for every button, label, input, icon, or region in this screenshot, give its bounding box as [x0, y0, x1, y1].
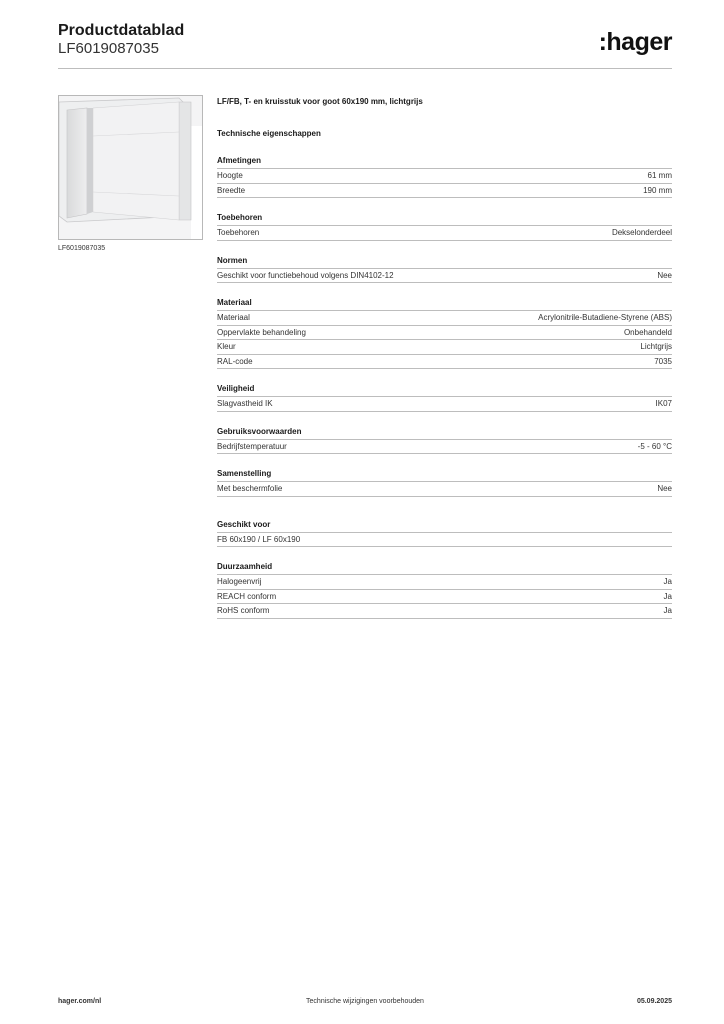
header-divider	[58, 68, 672, 69]
spec-row	[217, 169, 672, 184]
section-heading: Duurzaamheid	[217, 561, 672, 575]
spec-label: Kleur	[217, 342, 236, 351]
footer-website-link[interactable]: hager.com/nl	[58, 998, 102, 1005]
section-heading: Veiligheid	[217, 383, 672, 397]
spec-label: Toebehoren	[217, 228, 260, 237]
section-heading: Normen	[217, 255, 672, 269]
spec-value: 190 mm	[643, 185, 672, 195]
spec-section	[217, 519, 672, 548]
product-illustration	[59, 96, 202, 239]
spec-value: Nee	[657, 484, 672, 493]
spec-row	[217, 326, 672, 341]
spec-row	[217, 440, 672, 455]
spec-value: Ja	[663, 591, 672, 601]
spec-value: Dekselonderdeel	[611, 228, 672, 237]
spec-section	[217, 297, 672, 369]
spec-label: Halogeenvrij	[217, 577, 262, 586]
spec-row	[217, 397, 672, 412]
spec-label: Breedte	[217, 185, 246, 195]
footer-date: 05.09.2025	[636, 998, 672, 1005]
page-title: Productdatablad	[58, 22, 185, 39]
spec-row	[217, 604, 672, 619]
spec-section	[217, 155, 672, 198]
spec-row	[217, 311, 672, 326]
spec-label: Oppervlakte behandeling	[217, 327, 306, 337]
spec-label: Hoogte	[217, 171, 243, 180]
hager-logo: :hager	[598, 28, 672, 56]
spec-row	[217, 184, 672, 199]
section-heading: Materiaal	[217, 297, 672, 311]
spec-value: Nee	[657, 270, 672, 280]
spec-value: Ja	[663, 606, 672, 615]
spec-row	[217, 340, 672, 355]
section-heading: Samenstelling	[217, 468, 672, 482]
spec-label: Geschikt voor functiebehoud volgens DIN4102-12	[217, 270, 394, 280]
spec-value: Onbehandeld	[623, 327, 672, 337]
image-caption: LF6019087035	[58, 245, 106, 252]
spec-label: RoHS conform	[217, 606, 270, 615]
spec-section	[217, 383, 672, 412]
spec-label: REACH conform	[217, 591, 277, 601]
section-heading: Gebruiksvoorwaarden	[217, 426, 672, 440]
footer-disclaimer: Technische wijzigingen voorbehouden	[306, 998, 424, 1005]
spec-label: Met beschermfolie	[217, 484, 283, 493]
product-code: LF6019087035	[58, 40, 159, 57]
spec-section	[217, 561, 672, 619]
spec-row	[217, 226, 672, 241]
spec-value: Lichtgrijs	[640, 342, 672, 351]
spec-row	[217, 533, 672, 548]
spec-value: 61 mm	[647, 171, 672, 180]
spec-value: 7035	[654, 356, 672, 366]
spec-section	[217, 468, 672, 497]
spec-section	[217, 212, 672, 241]
spec-section	[217, 255, 672, 284]
spec-value: -5 - 60 °C	[637, 441, 672, 451]
spec-row	[217, 482, 672, 497]
section-heading: Geschikt voor	[217, 519, 672, 533]
spec-row	[217, 355, 672, 370]
spec-label: FB 60x190 / LF 60x190	[217, 534, 301, 544]
spec-value: Ja	[663, 577, 672, 586]
specification-content	[217, 96, 672, 633]
section-heading: Toebehoren	[217, 212, 672, 226]
spec-row	[217, 269, 672, 284]
spec-value: IK07	[655, 399, 672, 408]
spec-value: Acrylonitrile-Butadiene-Styrene (ABS)	[538, 313, 672, 322]
product-title: LF/FB, T- en kruisstuk voor goot 60x190 mm, lichtgrijs	[217, 97, 423, 106]
spec-section	[217, 426, 672, 455]
section-heading: Afmetingen	[217, 155, 672, 169]
spec-row	[217, 575, 672, 590]
spec-row	[217, 590, 672, 605]
spec-label: Slagvastheid IK	[217, 399, 273, 408]
logo-text: hager	[606, 28, 672, 56]
spec-label: Materiaal	[217, 313, 250, 322]
spec-label: Bedrijfstemperatuur	[217, 441, 287, 451]
product-image	[58, 95, 203, 240]
spec-label: RAL-code	[217, 356, 253, 366]
spec-sections	[217, 155, 672, 619]
technical-properties-heading: Technische eigenschappen	[217, 129, 321, 138]
